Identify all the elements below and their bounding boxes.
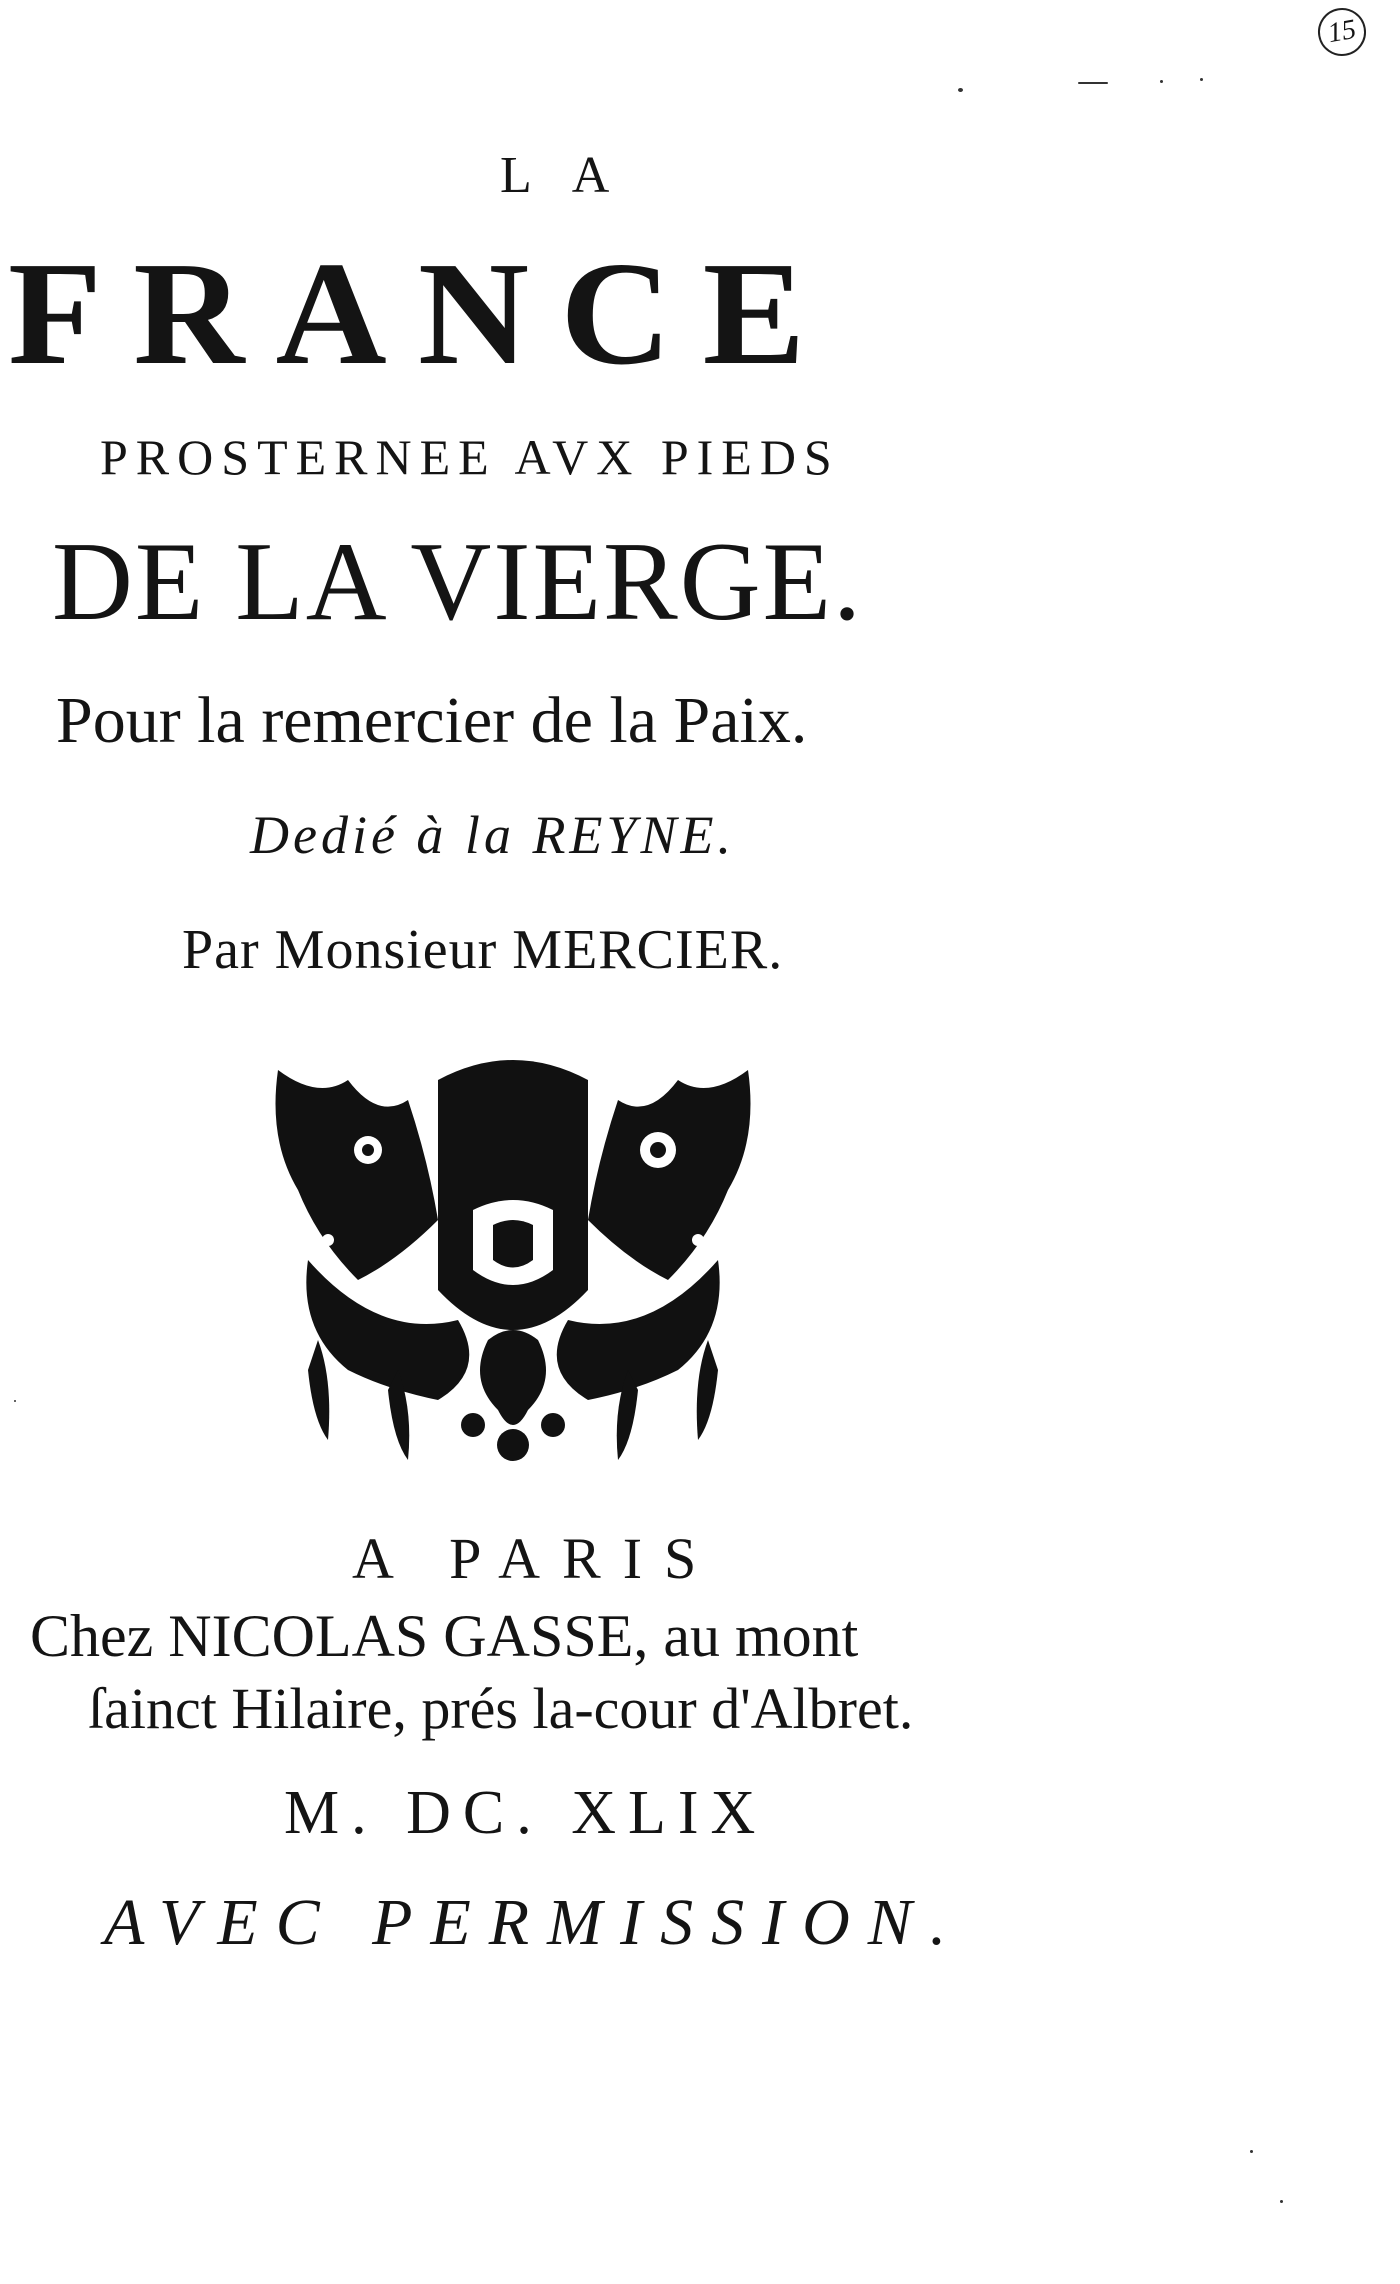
scan-speck xyxy=(1200,78,1203,81)
scan-speck xyxy=(1280,2200,1283,2203)
title-main: FRANCE xyxy=(8,232,837,396)
imprint-place: A PARIS xyxy=(352,1526,719,1591)
folio-number: 15 xyxy=(1314,4,1370,60)
title-line-vierge: DE LA VIERGE. xyxy=(52,520,863,644)
printers-ornament-woodcut xyxy=(258,1040,768,1480)
imprint-date: M. DC. XLIX xyxy=(284,1779,768,1847)
scan-speck xyxy=(1250,2150,1253,2153)
scan-speck xyxy=(14,1400,16,1402)
title-article: LA xyxy=(500,147,650,204)
title-line-pour: Pour la remercier de la Paix. xyxy=(56,684,808,757)
author-line: Par Monsieur MERCIER. xyxy=(182,919,784,981)
scan-speck xyxy=(1078,82,1108,84)
imprint-publisher: Chez NICOLAS GASSE, au mont xyxy=(30,1603,859,1669)
title-line-prosternee: PROSTERNEE AVX PIEDS xyxy=(100,429,840,485)
imprint-permission: AVEC PERMISSION. xyxy=(104,1886,965,1959)
scan-speck xyxy=(1160,80,1163,83)
scan-speck xyxy=(958,88,963,92)
imprint-address: ſainct Hilaire, prés la-cour d'Albret. xyxy=(88,1676,914,1741)
dedication: Dedié à la REYNE. xyxy=(250,805,735,865)
